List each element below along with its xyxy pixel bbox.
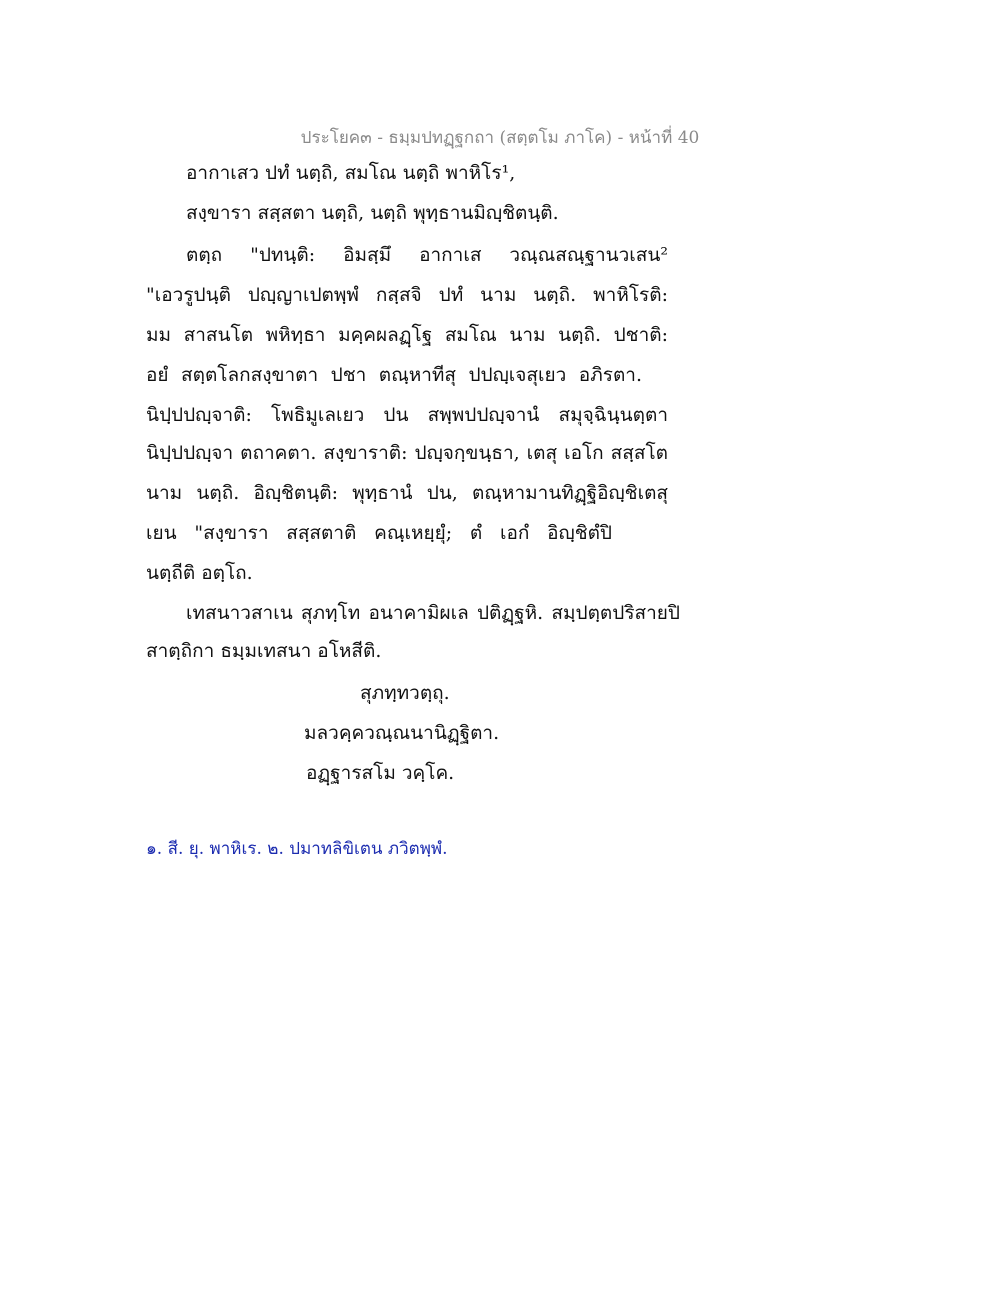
verse-line: สงฺขารา สสฺสตา นตฺถิ, นตฺถิ พุทฺธานมิญฺชิตนฺติ. [186,202,559,224]
paragraph-line: นตฺถีติ อตฺโถ. [146,562,253,584]
chapter-end-note: มลวคฺควณฺณนานิฏฺฐิตา. [304,722,500,744]
paragraph-line: เทสนาวสาเน สุภทฺโท อนาคามิผเล ปติฏฺฐหิ. สมฺปตฺตปริสายปิ [186,602,680,624]
verse-line: อากาเสว ปทํ นตฺถิ, สมโณ นตฺถิ พาหิโร¹, [186,162,516,184]
page-header: ประโยค๓ - ธมฺมปทฏฺฐกถา (สตฺตโม ภาโค) - หน้าที่ 40 [300,128,700,148]
paragraph-line: นาม นตฺถิ. อิญฺชิตนฺติ: พุทฺธานํ ปน, ตณฺหามานทิฏฺฐิอิญฺชิเตสุ [146,482,668,504]
footnotes: ๑. สี. ยุ. พาหิเร. ๒. ปมาทลิขิเตน ภวิตพฺพํ. [146,839,448,859]
chapter-title: อฏฺฐารสโม วคฺโค. [306,762,455,784]
paragraph-line: นิปฺปปญฺจา ตถาคตา. สงฺขาราติ: ปญฺจกฺขนฺธา, เตสุ เอโก สสฺสโต [146,442,668,464]
paragraph-line: "เอวรูปนฺติ ปญฺญาเปตพฺพํ กสฺสจิ ปทํ นาม นตฺถิ. พาหิโรติ: [146,284,668,306]
paragraph-line: นิปฺปปญฺจาติ: โพธิมูเลเยว ปน สพฺพปปญฺจานํ สมุจฺฉินฺนตฺตา [146,404,668,426]
paragraph-line: อยํ สตฺตโลกสงฺขาตา ปชา ตณฺหาทีสุ ปปญฺเจสุเยว อภิรตา. [146,364,642,386]
paragraph-line: เยน "สงฺขารา สสฺสตาติ คณฺเหยฺยุํ; ตํ เอกํ อิญฺชิตํปิ [146,522,612,544]
story-title: สุภทฺทวตฺถุ. [360,682,450,704]
paragraph-line: สาตฺถิกา ธมฺมเทสนา อโหสีติ. [146,640,382,662]
paragraph-line: มม สาสนโต พหิทฺธา มคฺคผลฏฺโฐ สมโณ นาม นตฺถิ. ปชาติ: [146,324,668,346]
paragraph-line: ตตฺถ "ปทนฺติ: อิมสฺมึ อากาเส วณฺณสณฺฐานวเสน² [186,244,668,266]
